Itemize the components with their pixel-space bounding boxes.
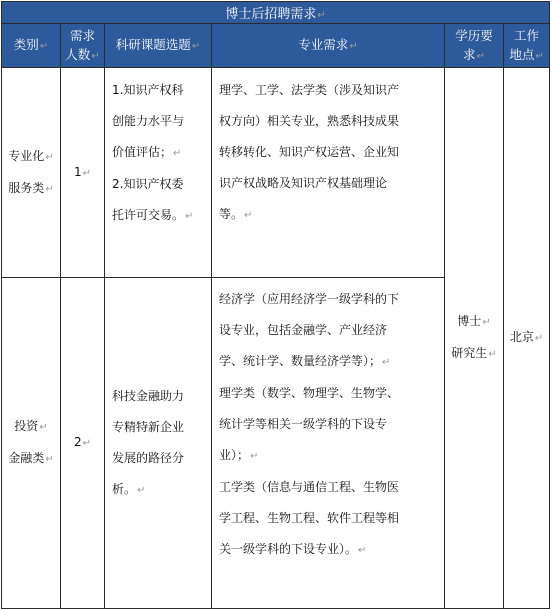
header-count: 需求 人数↵ (61, 24, 105, 68)
header-location: 工作 地点↵ (504, 24, 550, 68)
major-cell: 理学、工学、法学类（涉及知识产 权方向）相关专业，熟悉科技成果 转移转化、知识产权运营、企业知 识产权战略及知识产权基础理论 等。↵ (212, 68, 445, 278)
topic-cell: 1.知识产权科 创能力水平与 价值评估；↵ 2.知识产权委 托许可交易。↵ (105, 68, 212, 278)
table-title: 博士后招聘需求↵ (2, 2, 550, 24)
header-major: 专业需求↵ (212, 24, 445, 68)
location-cell: 北京↵ (504, 68, 550, 609)
major-cell: 经济学（应用经济学一级学科的下 设专业，包括金融学、产业经济 学、统计学、数量经济学等）；↵ 理学类（数学、物理学、生物学、 统计学等相关一级学科的下设专 业）；↵ 工学类（信息与通信工程、生物医 学工程、生物工程、软件工程等相 关一级学科的下设专业）。↵ (212, 278, 445, 609)
degree-cell: 博士↵ 研究生↵ (445, 68, 504, 609)
table-row (2, 68, 550, 278)
topic-cell: 科技金融助力 专精特新企业 发展的路径分 析。↵ (105, 278, 212, 609)
count-cell: 1↵ (61, 68, 105, 278)
header-topic: 科研课题选题↵ (105, 24, 212, 68)
recruitment-table (1, 1, 550, 609)
category-cell: 投资↵ 金融类↵ (2, 278, 61, 609)
category-cell: 专业化↵ 服务类↵ (2, 68, 61, 278)
header-category: 类别↵ (2, 24, 61, 68)
header-degree: 学历要 求↵ (445, 24, 504, 68)
count-cell: 2↵ (61, 278, 105, 609)
